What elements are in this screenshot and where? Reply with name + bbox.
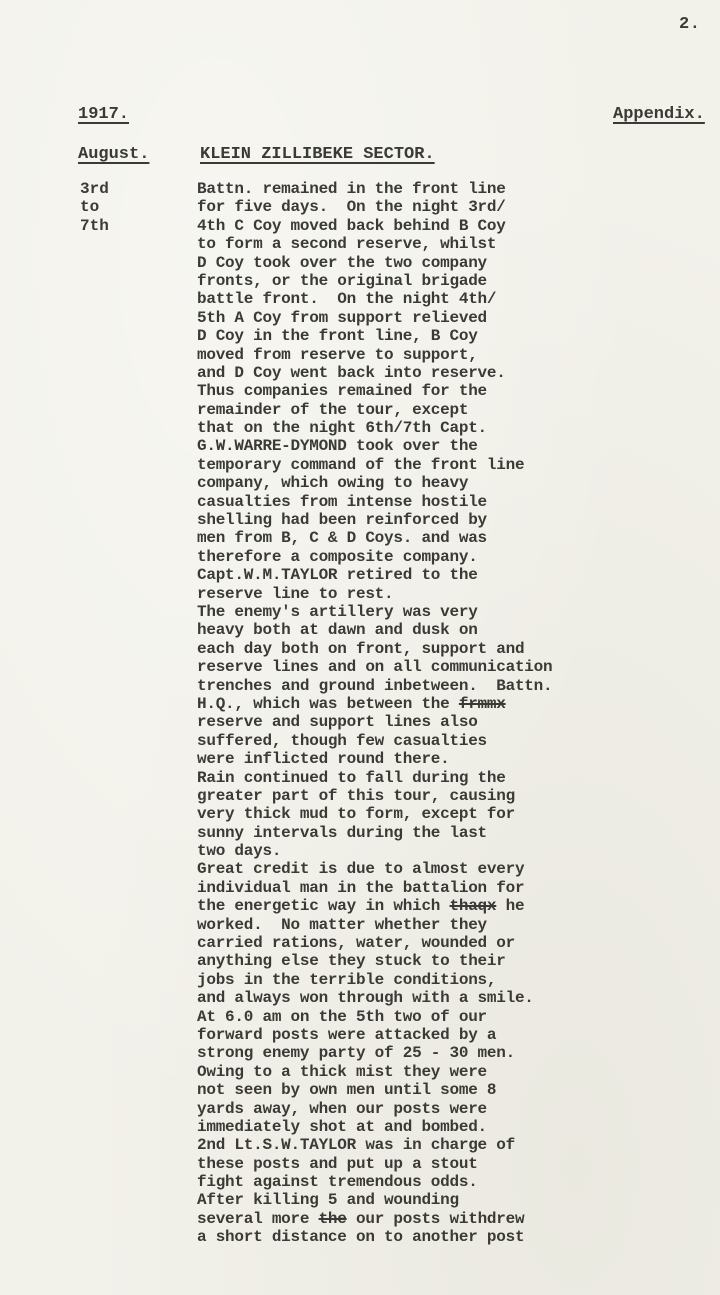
text-line: D Coy in the front line, B Coy: [197, 327, 478, 346]
date-connector: to: [80, 198, 100, 217]
text-line: fight against tremendous odds.: [197, 1173, 478, 1192]
text-line: Battn. remained in the front line: [197, 180, 506, 198]
text-line: heavy both at dawn and dusk on: [197, 621, 478, 640]
text-line: reserve lines and on all communication: [197, 658, 553, 677]
text-line: temporary command of the front line: [197, 455, 525, 474]
text-line: men from B, C & D Coys. and was: [197, 529, 487, 548]
text-line: G.W.WARRE-DYMOND took over the: [197, 437, 478, 456]
text-line: fronts, or the original brigade: [197, 271, 487, 290]
text-line: 2nd Lt.S.W.TAYLOR was in charge of: [197, 1136, 515, 1155]
text-line: moved from reserve to support,: [197, 345, 478, 364]
text-line: individual man in the battalion for: [197, 878, 525, 897]
line-text: the energetic way in which: [197, 897, 450, 916]
text-line: Rain continued to fall during the: [197, 768, 506, 787]
typed-overstrike: thaqx: [449, 897, 497, 916]
text-line: worked. No matter whether they: [197, 915, 487, 934]
year-heading: 1917.: [78, 105, 130, 124]
text-line: D Coy took over the two company: [197, 253, 487, 272]
text-line: two days.: [197, 842, 282, 861]
text-line-with-overstrike: [197, 695, 552, 713]
entry-date-range: [80, 180, 109, 235]
text-line: jobs in the terrible conditions,: [197, 970, 497, 989]
line-text: several more: [197, 1209, 319, 1228]
line-text-continued: he: [496, 897, 525, 916]
text-line: At 6.0 am on the 5th two of our: [197, 1007, 487, 1026]
text-line: to form a second reserve, whilst: [197, 235, 497, 254]
text-line: carried rations, water, wounded or: [197, 934, 515, 953]
text-line: and D Coy went back into reserve.: [197, 363, 506, 382]
text-line: company, which owing to heavy: [197, 474, 469, 493]
text-line-with-overstrike: [197, 1210, 552, 1228]
text-line: for five days. On the night 3rd/: [197, 198, 506, 217]
typed-overstrike: the: [318, 1209, 347, 1228]
text-line: these posts and put up a stout: [197, 1154, 478, 1173]
text-line: Owing to a thick mist they were: [197, 1062, 487, 1081]
sector-title: KLEIN ZILLIBEKE SECTOR.: [200, 145, 435, 164]
text-line: 4th C Coy moved back behind B Coy: [197, 216, 506, 235]
text-line: not seen by own men until some 8: [197, 1081, 497, 1100]
text-line: strong enemy party of 25 - 30 men.: [197, 1044, 515, 1063]
month-heading: August.: [78, 145, 150, 164]
text-line: yards away, when our posts were: [197, 1099, 487, 1118]
text-line: suffered, though few casualties: [197, 731, 487, 750]
text-line: Thus companies remained for the: [197, 382, 487, 401]
date-start: 3rd: [80, 180, 109, 198]
text-line: and always won through with a smile.: [197, 989, 534, 1008]
text-line-with-overstrike: [197, 897, 552, 915]
text-line: greater part of this tour, causing: [197, 786, 515, 805]
text-line: were inflicted round there.: [197, 750, 450, 769]
text-line: each day both on front, support and: [197, 639, 525, 658]
text-line: sunny intervals during the last: [197, 823, 487, 842]
text-line: 5th A Coy from support relieved: [197, 308, 487, 327]
text-line: After killing 5 and wounding: [197, 1191, 459, 1210]
entry-body: [197, 180, 552, 1247]
text-line: The enemy's artillery was very: [197, 602, 478, 621]
text-line: a short distance on to another post: [197, 1228, 525, 1247]
line-text-continued: our posts withdrew: [346, 1209, 525, 1228]
text-line: immediately shot at and bombed.: [197, 1117, 487, 1136]
text-line: very thick mud to form, except for: [197, 805, 515, 824]
text-line: reserve and support lines also: [197, 713, 478, 732]
text-line: Great credit is due to almost every: [197, 860, 525, 879]
text-line: that on the night 6th/7th Capt.: [197, 419, 487, 438]
text-line: therefore a composite company.: [197, 547, 478, 566]
text-line: forward posts were attacked by a: [197, 1025, 497, 1044]
text-line: trenches and ground inbetween. Battn.: [197, 676, 553, 695]
text-line: shelling had been reinforced by: [197, 511, 487, 530]
typed-overstrike: frmmx: [458, 694, 506, 713]
text-line: reserve line to rest.: [197, 584, 394, 603]
appendix-label: Appendix.: [613, 105, 705, 124]
date-end: 7th: [80, 216, 109, 235]
text-line: casualties from intense hostile: [197, 492, 487, 511]
text-line: remainder of the tour, except: [197, 400, 469, 419]
line-text: H.Q., which was between the: [197, 694, 459, 713]
text-line: anything else they stuck to their: [197, 952, 506, 971]
text-line: battle front. On the night 4th/: [197, 290, 497, 309]
page-number: 2.: [679, 15, 701, 34]
text-line: Capt.W.M.TAYLOR retired to the: [197, 566, 478, 585]
